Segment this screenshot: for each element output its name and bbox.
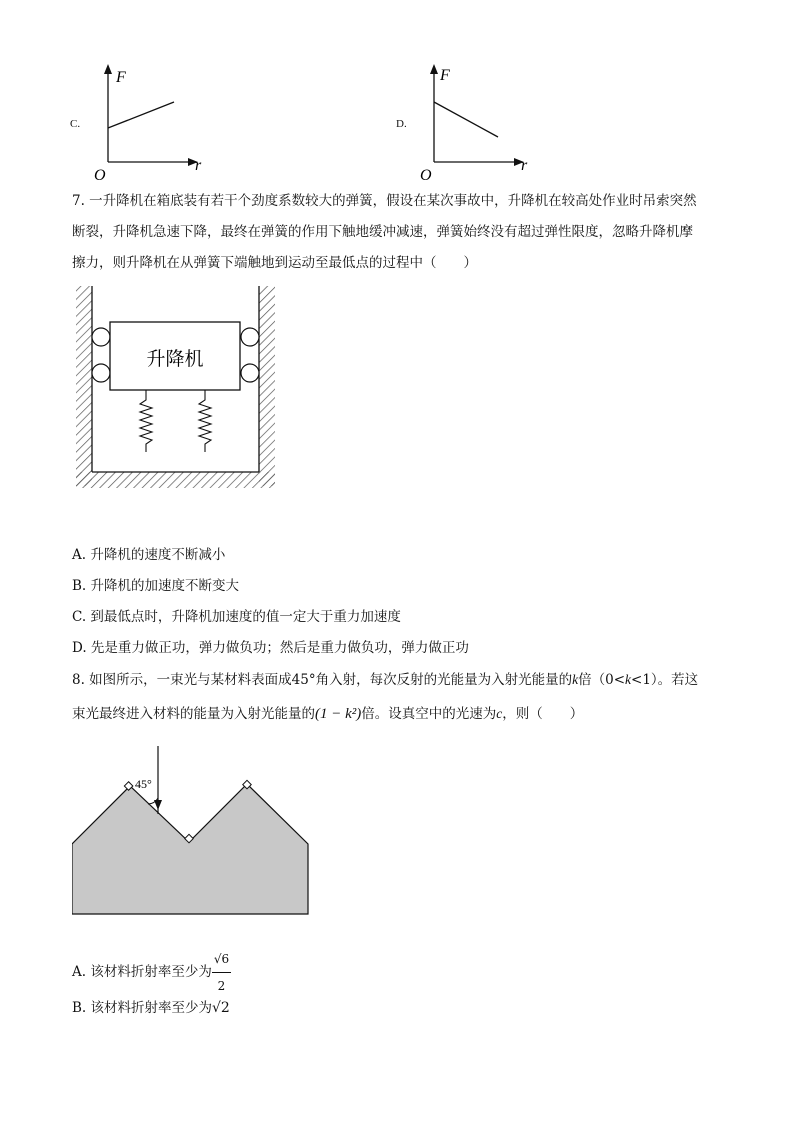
q7-line-2: 断裂，升降机急速下降，最终在弹簧的作用下触地缓冲减速，弹簧始终没有超过弹性限度，忽略升降机摩 [72, 224, 693, 240]
angle-label: 45° [135, 777, 152, 791]
graph-d-x-label: r [521, 157, 528, 174]
graph-c-origin: O [94, 167, 106, 184]
graph-c [80, 62, 210, 184]
reflection-diagram [72, 744, 312, 916]
graph-d-y-label: F [440, 67, 450, 84]
graph-d [406, 62, 536, 184]
graph-c-label: C. [70, 118, 81, 130]
graph-c-line [108, 102, 174, 128]
q8-option-b[interactable]: B. 该材料折射率至少为√2 [72, 1000, 230, 1016]
graph-d-line [434, 102, 498, 137]
q7-option-c[interactable]: C. 到最低点时，升降机加速度的值一定大于重力加速度 [72, 609, 401, 625]
q8-line-1: 8. 如图所示，一束光与某材料表面成45°角入射，每次反射的光能量为入射光能量的k倍（0<k<1）。若这 [72, 672, 699, 688]
q8-formula: (1 − k²) [315, 706, 362, 722]
q7-line-3: 擦力，则升降机在从弹簧下端触地到运动至最低点的过程中（ ） [72, 255, 477, 271]
q7-line-1: 7. 一升降机在箱底装有若干个劲度系数较大的弹簧，假设在某次事故中，升降机在较高处作业时吊索突然 [72, 193, 697, 209]
q8-option-a[interactable]: A. 该材料折射率至少为 $\frac{√6}{2}$ [72, 946, 231, 999]
q7-option-b[interactable]: B. 升降机的加速度不断变大 [72, 578, 240, 594]
q7-option-d[interactable]: D. 先是重力做正功，弹力做负功；然后是重力做负功，弹力做正功 [72, 640, 469, 656]
graph-d-origin: O [420, 167, 432, 184]
graph-c-y-label: F [116, 69, 126, 86]
q8-line-2: 束光最终进入材料的能量为入射光能量的(1 − k²)倍。设真空中的光速为c，则（ ） [72, 706, 584, 722]
graph-c-x-label: r [195, 157, 202, 174]
graph-d-label: D. [396, 118, 407, 130]
elevator-label: 升降机 [146, 348, 204, 370]
q7-option-a[interactable]: A. 升降机的速度不断减小 [72, 547, 226, 563]
elevator-diagram [72, 286, 278, 502]
